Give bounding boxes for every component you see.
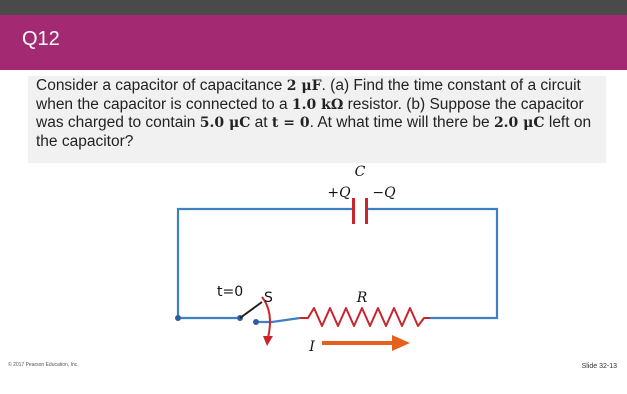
switch-blade <box>240 302 262 318</box>
current-label: I <box>309 339 315 355</box>
question-text-segment: . (a) Find the time constant of a circuit when the capacitor is connected to a <box>36 77 581 113</box>
switch-contact-dot <box>253 319 259 325</box>
math-expression: 2 μF <box>286 78 322 94</box>
copyright-notice: © 2017 Pearson Education, Inc. <box>8 362 79 368</box>
capacitor-plate-negative <box>365 198 368 224</box>
math-expression: 1.0 kΩ <box>291 96 344 113</box>
capacitor-plate-positive <box>352 198 355 224</box>
question-text-segment: at <box>250 114 272 131</box>
resistor-label: R <box>356 290 368 306</box>
wire-node-dot <box>175 315 181 321</box>
question-text-segment: . At what time will there be <box>309 114 494 131</box>
switch-label: S <box>264 290 273 306</box>
math-expression: 2.0 μC <box>493 115 545 131</box>
circuit-wire <box>255 318 300 322</box>
question-number: Q12 <box>22 28 60 50</box>
switch-motion-arrowhead <box>263 336 273 346</box>
resistor <box>300 308 430 326</box>
math-expression: t = 0 <box>271 115 310 131</box>
minus-charge-label: −Q <box>372 185 396 201</box>
plus-charge-label: +Q <box>327 185 351 201</box>
switch-time-label: t=0 <box>217 284 244 300</box>
question-text-segment: Consider a capacitor of capacitance <box>36 77 287 94</box>
current-arrow <box>322 341 394 345</box>
question-text-segment: left on the capacitor? <box>36 114 592 150</box>
current-arrowhead <box>392 335 410 351</box>
circuit-wire <box>368 209 497 318</box>
math-expression: 5.0 μC <box>199 115 251 131</box>
slide-number: Slide 32-13 <box>581 363 617 370</box>
capacitor-label: C <box>354 164 366 180</box>
question-text-segment: resistor. (b) Suppose the capacitor was charged to contain <box>36 95 584 131</box>
